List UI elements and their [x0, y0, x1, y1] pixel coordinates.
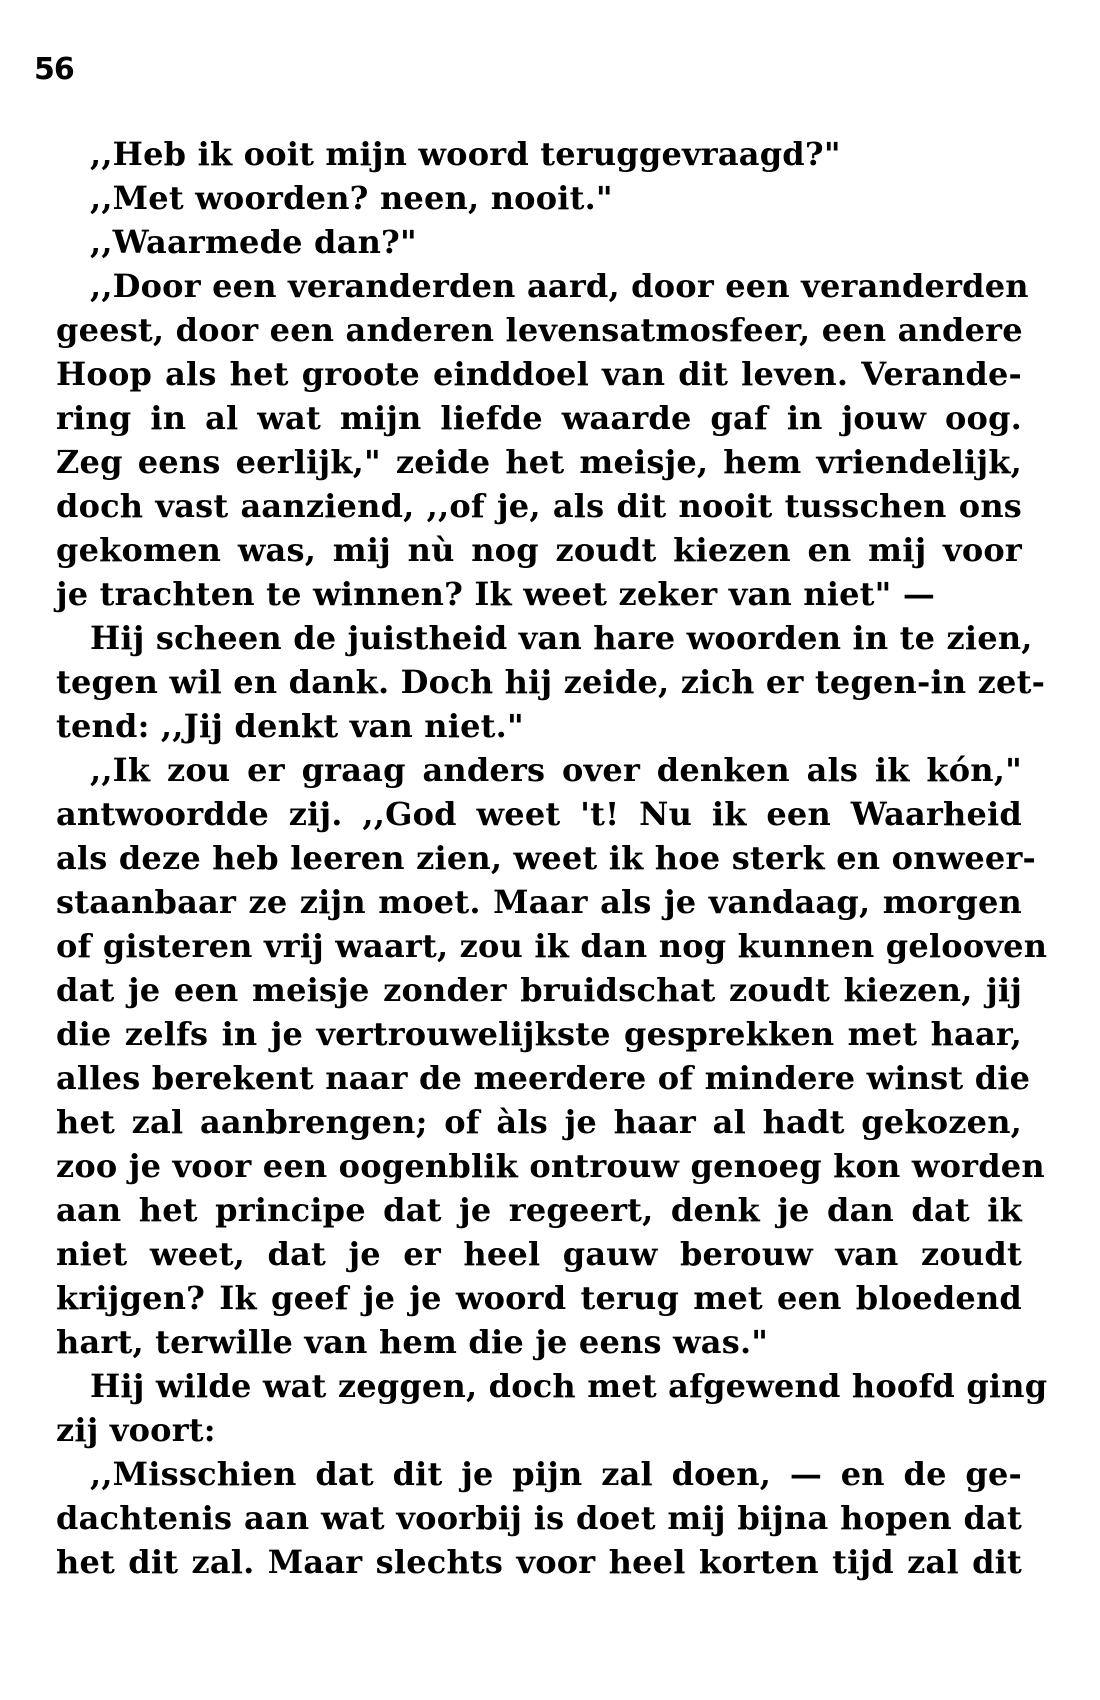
text-line: tegen wil en dank. Doch hij zeide, zich er tegen-in zet-: [56, 663, 1046, 701]
text-line: antwoordde zij. ,,God weet 't! Nu ik een Waarheid: [56, 795, 1022, 833]
text-line: ,,Waarmede dan?": [90, 223, 417, 261]
text-line: Hoop als het groote einddoel van dit leven. Verande-: [56, 355, 1022, 393]
text-line: ,,Ik zou er graag anders over denken als ik kón,": [90, 751, 1022, 789]
text-line: het dit zal. Maar slechts voor heel korten tijd zal dit: [56, 1543, 1022, 1581]
text-line: ,,Door een veranderden aard, door een veranderden: [90, 267, 1029, 305]
text-line: of gisteren vrij waart, zou ik dan nog kunnen gelooven: [56, 927, 1048, 965]
text-line: niet weet, dat je er heel gauw berouw van zoudt: [56, 1235, 1022, 1273]
text-line: krijgen? Ik geef je je woord terug met een bloedend: [56, 1279, 1022, 1317]
text-line: Hij scheen de juistheid van hare woorden in te zien,: [90, 619, 1033, 657]
text-line: zoo je voor een oogenblik ontrouw genoeg kon worden: [56, 1147, 1045, 1185]
text-line: Zeg eens eerlijk," zeide het meisje, hem vriendelijk,: [56, 443, 1022, 481]
text-line: je trachten te winnen? Ik weet zeker van niet" —: [56, 575, 936, 613]
text-line: doch vast aanziend, ,,of je, als dit nooit tusschen ons: [56, 487, 1022, 525]
text-line: ,,Heb ik ooit mijn woord teruggevraagd?": [90, 135, 841, 173]
text-line: gekomen was, mij nù nog zoudt kiezen en mij voor: [56, 531, 1022, 569]
page-text: [56, 132, 1048, 1584]
text-line: die zelfs in je vertrouwelijkste gesprekken met haar,: [56, 1015, 1022, 1053]
text-line: aan het principe dat je regeert, denk je dan dat ik: [56, 1191, 1022, 1229]
page-number: 56: [34, 52, 74, 87]
text-line: dachtenis aan wat voorbij is doet mij bijna hopen dat: [56, 1499, 1022, 1537]
text-line: Hij wilde wat zeggen, doch met afgewend hoofd ging: [90, 1367, 1048, 1405]
text-line: ring in al wat mijn liefde waarde gaf in jouw oog.: [56, 399, 1022, 437]
text-line: geest, door een anderen levensatmosfeer, een andere: [56, 311, 1023, 349]
text-line: staanbaar ze zijn moet. Maar als je vandaag, morgen: [56, 883, 1022, 921]
text-line: alles berekent naar de meerdere of mindere winst die: [56, 1059, 1031, 1097]
text-line: ,,Met woorden? neen, nooit.": [90, 179, 613, 217]
text-line: zij voort:: [56, 1411, 216, 1449]
text-line: als deze heb leeren zien, weet ik hoe sterk en onweer-: [56, 839, 1037, 877]
text-line: tend: ,,Jij denkt van niet.": [56, 707, 524, 745]
text-line: dat je een meisje zonder bruidschat zoudt kiezen, jij: [56, 971, 1022, 1009]
text-line: hart, terwille van hem die je eens was.": [56, 1323, 769, 1361]
text-line: het zal aanbrengen; of àls je haar al hadt gekozen,: [56, 1103, 1022, 1141]
text-line: ,,Misschien dat dit je pijn zal doen, — en de ge-: [90, 1455, 1022, 1493]
